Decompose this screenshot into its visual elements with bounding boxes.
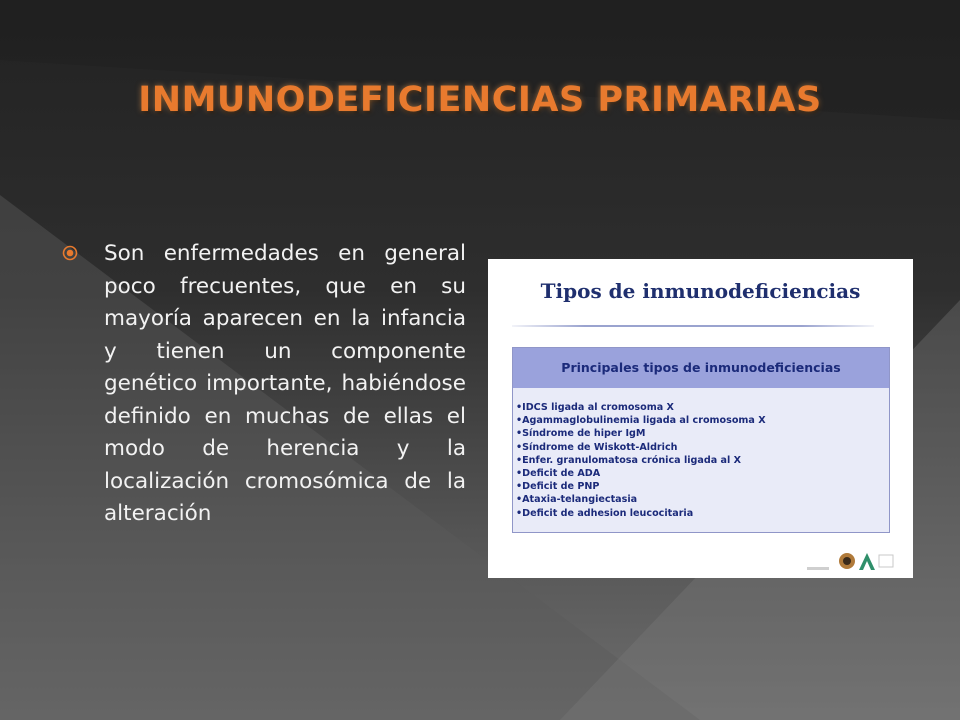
image-divider — [512, 325, 874, 327]
list-item: •IDCS ligada al cromosoma X — [516, 402, 674, 413]
list-item: •Enfer. granulomatosa crónica ligada al X — [516, 454, 742, 466]
bullet-item — [62, 238, 466, 531]
list-item: •Síndrome de Wiskott-Aldrich — [516, 441, 678, 453]
list-item: •Agammaglobulinemia ligada al cromosoma X — [516, 415, 766, 427]
list-item: •Síndrome de hiper IgM — [516, 428, 646, 440]
slide-title: INMUNODEFICIENCIAS PRIMARIAS — [138, 80, 822, 120]
image-table-header: Principales tipos de inmunodeficiencias — [513, 348, 889, 388]
list-item: •Ataxia-telangiectasia — [516, 494, 638, 506]
list-item: •Deficit de ADA — [516, 468, 601, 480]
image-table-list — [513, 388, 889, 520]
embedded-image — [488, 259, 913, 578]
logo-icons — [807, 550, 899, 572]
list-item: •Deficit de adhesion leucocitaria — [516, 507, 694, 519]
circle-dot-bullet-icon — [62, 245, 78, 261]
image-title: Tipos de inmunodeficiencias — [540, 279, 861, 303]
bullet-text: Son enfermedades en general poco frecuentes, que en su mayoría aparecen en la infancia y tienen un componente genético importante, habiéndose definido en muchas de ellas el modo de herencia y la localización cromosómica de la alteración — [104, 241, 466, 526]
list-item: •Deficit de PNP — [516, 481, 600, 493]
image-table — [512, 347, 890, 533]
